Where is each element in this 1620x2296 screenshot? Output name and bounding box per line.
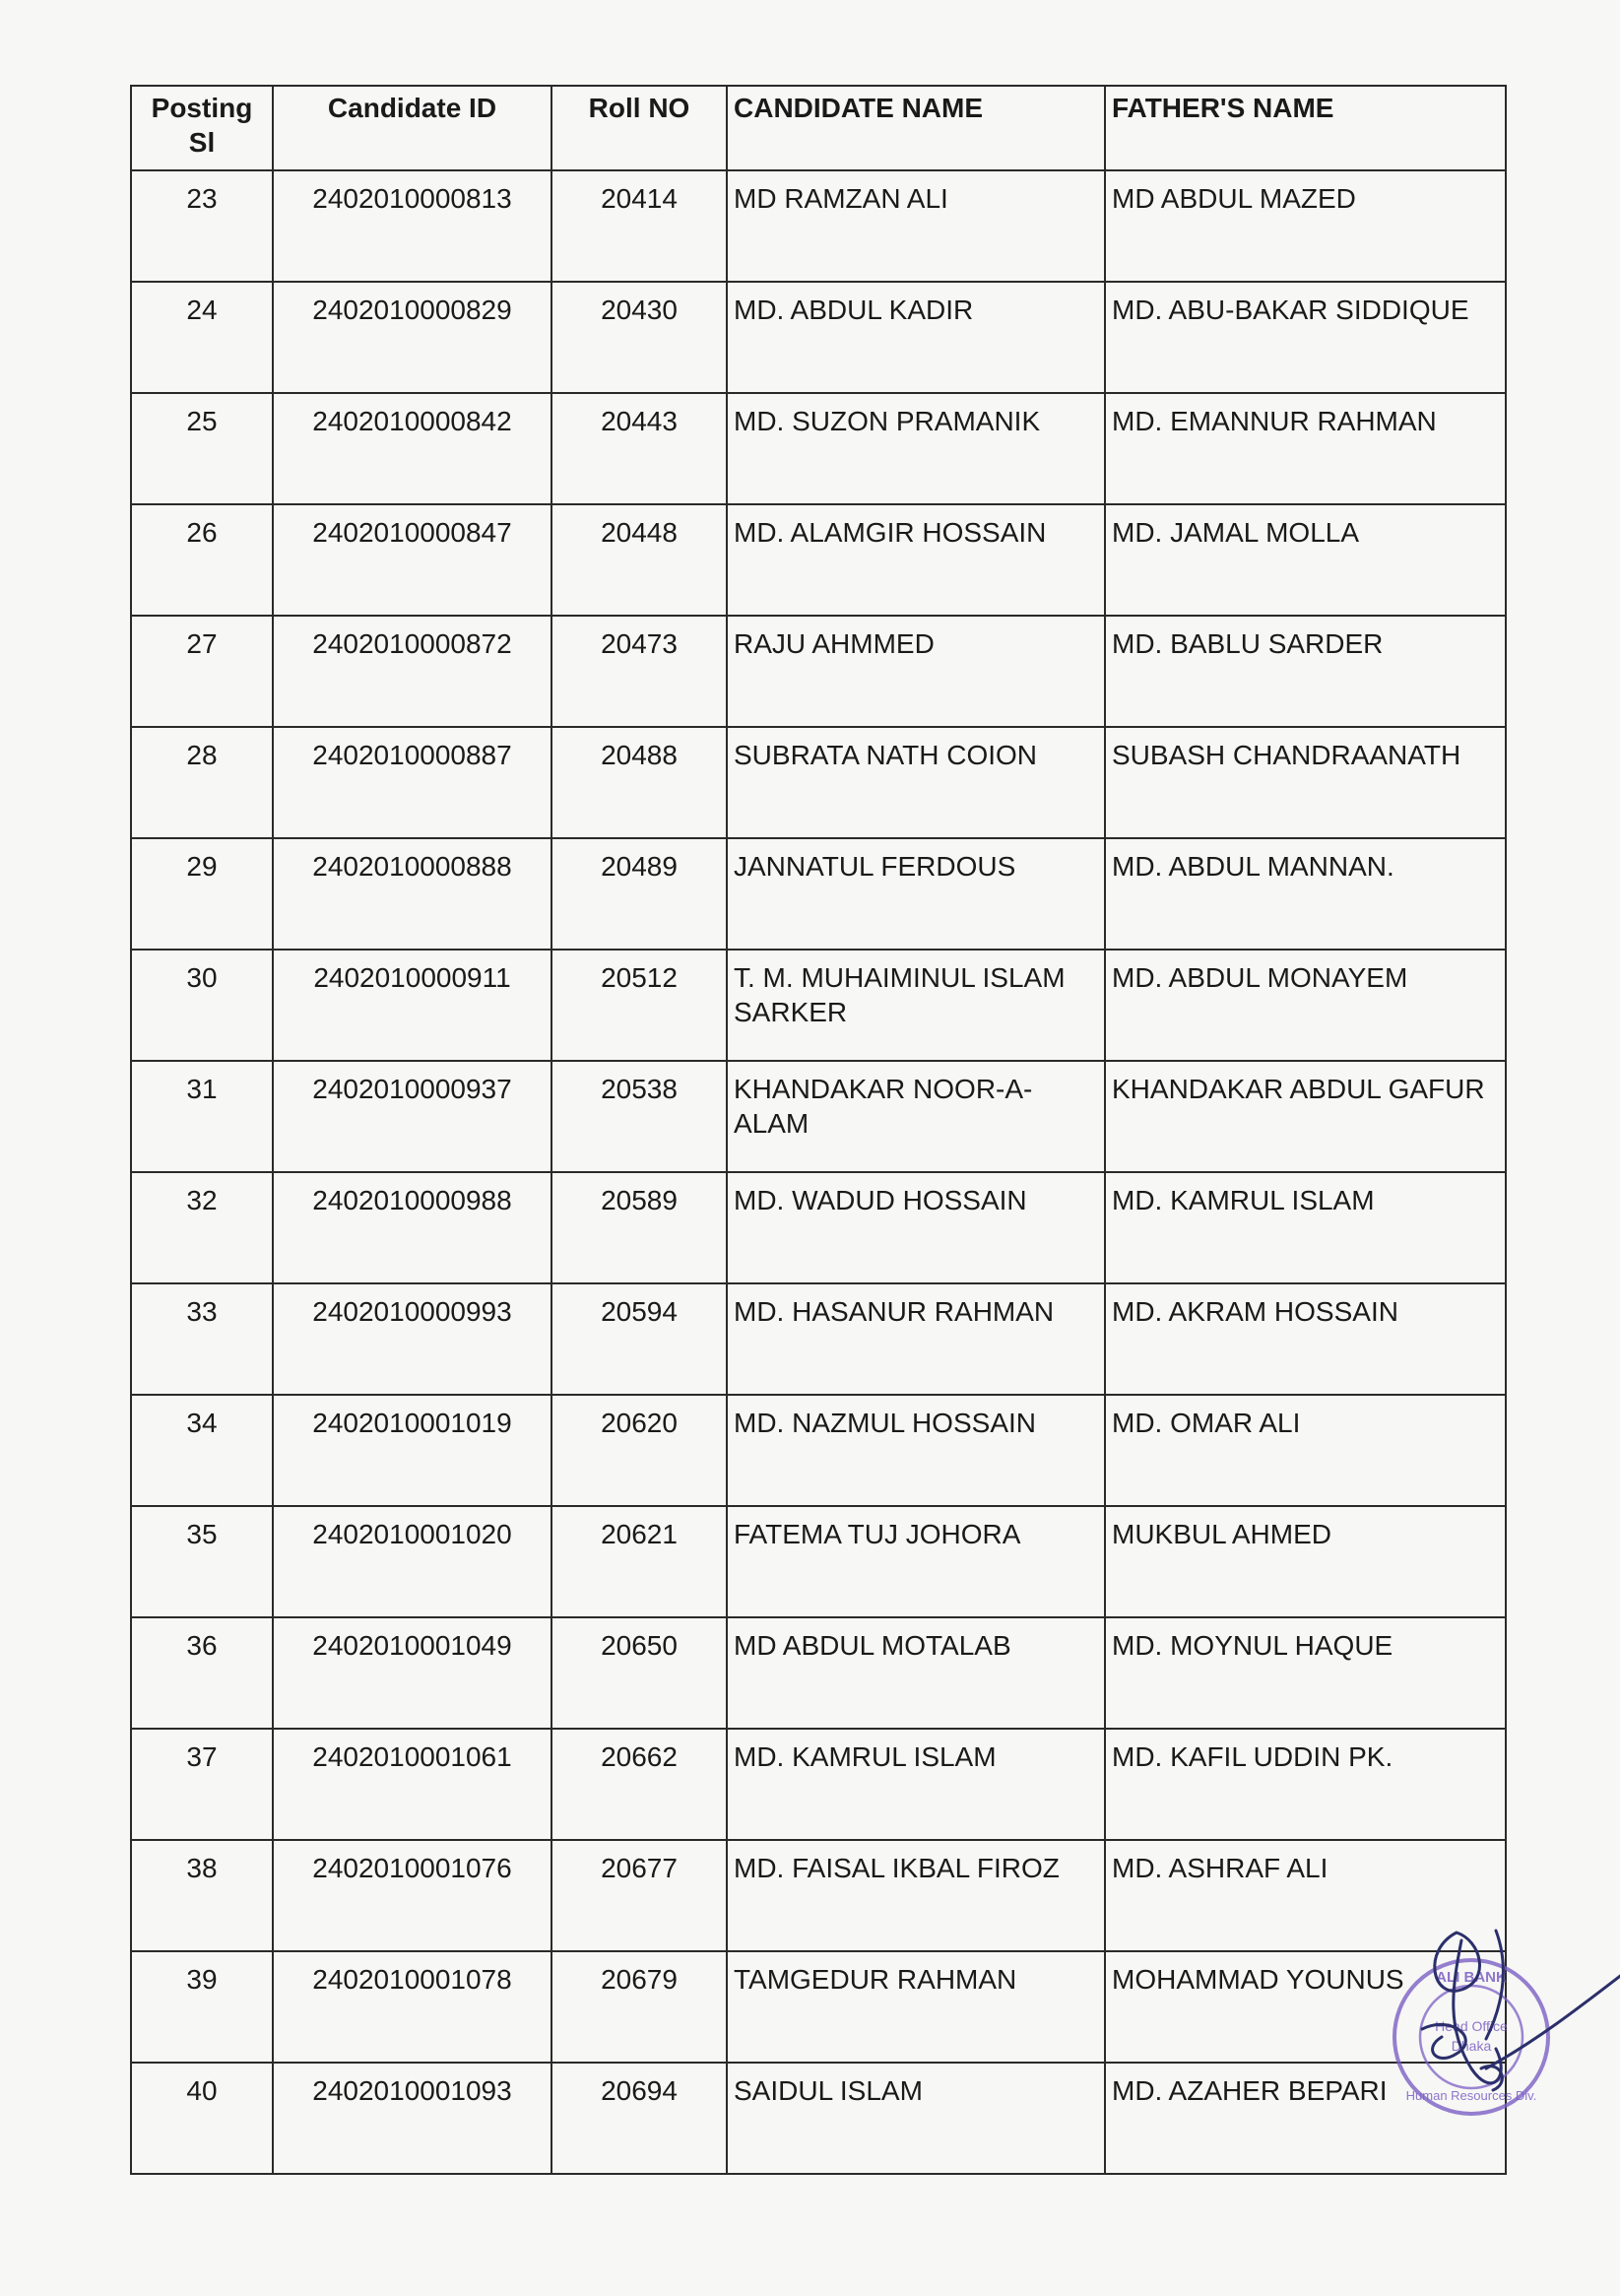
cell-posting-sl: 28	[131, 727, 273, 838]
cell-posting-sl: 34	[131, 1395, 273, 1506]
cell-posting-sl: 37	[131, 1729, 273, 1840]
cell-roll-no: 20414	[551, 170, 727, 282]
table-row	[131, 838, 1506, 950]
table-row	[131, 616, 1506, 727]
cell-father-name: MD. OMAR ALI	[1105, 1395, 1506, 1506]
cell-candidate-id: 2402010001076	[273, 1840, 551, 1951]
table-row	[131, 1172, 1506, 1283]
cell-candidate-id: 2402010000847	[273, 504, 551, 616]
cell-candidate-id: 2402010000911	[273, 950, 551, 1061]
cell-roll-no: 20488	[551, 727, 727, 838]
cell-father-name: MD. AKRAM HOSSAIN	[1105, 1283, 1506, 1395]
table-row	[131, 1840, 1506, 1951]
table-row	[131, 1951, 1506, 2063]
cell-roll-no: 20662	[551, 1729, 727, 1840]
cell-candidate-id: 2402010000937	[273, 1061, 551, 1172]
cell-father-name: SUBASH CHANDRAANATH	[1105, 727, 1506, 838]
table-row	[131, 1506, 1506, 1617]
header-candidate-id: Candidate ID	[273, 86, 551, 170]
cell-posting-sl: 26	[131, 504, 273, 616]
hr-seal-signature	[1363, 1921, 1620, 2123]
cell-roll-no: 20443	[551, 393, 727, 504]
svg-text:ALI BANK: ALI BANK	[1436, 1969, 1507, 1986]
table-header-row	[131, 86, 1506, 170]
cell-roll-no: 20694	[551, 2063, 727, 2174]
cell-posting-sl: 25	[131, 393, 273, 504]
table-row	[131, 393, 1506, 504]
cell-father-name: MD. KAFIL UDDIN PK.	[1105, 1729, 1506, 1840]
cell-candidate-name: MD. WADUD HOSSAIN	[727, 1172, 1105, 1283]
cell-candidate-name: MD. NAZMUL HOSSAIN	[727, 1395, 1105, 1506]
cell-posting-sl: 39	[131, 1951, 273, 2063]
cell-candidate-id: 2402010000813	[273, 170, 551, 282]
cell-father-name: MD. ABU-BAKAR SIDDIQUE	[1105, 282, 1506, 393]
cell-father-name: MD. ABDUL MANNAN.	[1105, 838, 1506, 950]
cell-father-name: MOHAMMAD YOUNUS	[1105, 1951, 1506, 2063]
cell-posting-sl: 33	[131, 1283, 273, 1395]
cell-candidate-name: RAJU AHMMED	[727, 616, 1105, 727]
cell-candidate-name: FATEMA TUJ JOHORA	[727, 1506, 1105, 1617]
cell-candidate-name: MD. FAISAL IKBAL FIROZ	[727, 1840, 1105, 1951]
cell-father-name: MD ABDUL MAZED	[1105, 170, 1506, 282]
cell-candidate-name: T. M. MUHAIMINUL ISLAM SARKER	[727, 950, 1105, 1061]
cell-candidate-name: KHANDAKAR NOOR-A-ALAM	[727, 1061, 1105, 1172]
cell-candidate-name: MD RAMZAN ALI	[727, 170, 1105, 282]
cell-candidate-id: 2402010001061	[273, 1729, 551, 1840]
cell-father-name: MD. BABLU SARDER	[1105, 616, 1506, 727]
cell-roll-no: 20448	[551, 504, 727, 616]
cell-roll-no: 20677	[551, 1840, 727, 1951]
cell-posting-sl: 36	[131, 1617, 273, 1729]
cell-candidate-id: 2402010000887	[273, 727, 551, 838]
cell-candidate-name: JANNATUL FERDOUS	[727, 838, 1105, 950]
cell-posting-sl: 38	[131, 1840, 273, 1951]
cell-father-name: MUKBUL AHMED	[1105, 1506, 1506, 1617]
cell-candidate-id: 2402010000993	[273, 1283, 551, 1395]
table-row	[131, 282, 1506, 393]
table-row	[131, 1283, 1506, 1395]
header-posting-sl: Posting Sl	[131, 86, 273, 170]
cell-posting-sl: 27	[131, 616, 273, 727]
cell-candidate-id: 2402010001020	[273, 1506, 551, 1617]
cell-father-name: MD. ASHRAF ALI	[1105, 1840, 1506, 1951]
cell-posting-sl: 24	[131, 282, 273, 393]
cell-candidate-name: MD ABDUL MOTALAB	[727, 1617, 1105, 1729]
table-body	[131, 170, 1506, 2174]
cell-posting-sl: 32	[131, 1172, 273, 1283]
cell-roll-no: 20489	[551, 838, 727, 950]
table-row	[131, 170, 1506, 282]
cell-posting-sl: 35	[131, 1506, 273, 1617]
cell-roll-no: 20620	[551, 1395, 727, 1506]
svg-text:Human Resources Div.: Human Resources Div.	[1405, 2088, 1537, 2103]
header-candidate-name: CANDIDATE NAME	[727, 86, 1105, 170]
cell-father-name: MD. ABDUL MONAYEM	[1105, 950, 1506, 1061]
table-row	[131, 2063, 1506, 2174]
cell-roll-no: 20621	[551, 1506, 727, 1617]
cell-father-name: MD. AZAHER BEPARI	[1105, 2063, 1506, 2174]
table-row	[131, 1729, 1506, 1840]
cell-candidate-id: 2402010000872	[273, 616, 551, 727]
table-row	[131, 504, 1506, 616]
table-row	[131, 1395, 1506, 1506]
cell-posting-sl: 29	[131, 838, 273, 950]
cell-father-name: MD. EMANNUR RAHMAN	[1105, 393, 1506, 504]
cell-candidate-name: SAIDUL ISLAM	[727, 2063, 1105, 2174]
signature-scribble	[1422, 1931, 1620, 2090]
cell-father-name: MD. JAMAL MOLLA	[1105, 504, 1506, 616]
cell-posting-sl: 40	[131, 2063, 273, 2174]
table-row	[131, 950, 1506, 1061]
cell-roll-no: 20473	[551, 616, 727, 727]
cell-posting-sl: 31	[131, 1061, 273, 1172]
cell-roll-no: 20430	[551, 282, 727, 393]
header-father-name: FATHER'S NAME	[1105, 86, 1506, 170]
candidate-table	[130, 85, 1507, 2175]
cell-candidate-name: TAMGEDUR RAHMAN	[727, 1951, 1105, 2063]
cell-father-name: MD. MOYNUL HAQUE	[1105, 1617, 1506, 1729]
cell-candidate-id: 2402010001049	[273, 1617, 551, 1729]
cell-roll-no: 20538	[551, 1061, 727, 1172]
cell-candidate-id: 2402010000829	[273, 282, 551, 393]
cell-candidate-id: 2402010001019	[273, 1395, 551, 1506]
cell-roll-no: 20594	[551, 1283, 727, 1395]
cell-candidate-name: MD. KAMRUL ISLAM	[727, 1729, 1105, 1840]
table-row	[131, 727, 1506, 838]
cell-candidate-id: 2402010000988	[273, 1172, 551, 1283]
cell-roll-no: 20589	[551, 1172, 727, 1283]
cell-candidate-id: 2402010000842	[273, 393, 551, 504]
cell-candidate-name: MD. ABDUL KADIR	[727, 282, 1105, 393]
cell-candidate-name: MD. HASANUR RAHMAN	[727, 1283, 1105, 1395]
table-row	[131, 1061, 1506, 1172]
cell-candidate-id: 2402010000888	[273, 838, 551, 950]
cell-roll-no: 20679	[551, 1951, 727, 2063]
header-roll-no: Roll NO	[551, 86, 727, 170]
cell-candidate-id: 2402010001078	[273, 1951, 551, 2063]
svg-text:Dhaka: Dhaka	[1451, 2038, 1492, 2054]
cell-father-name: MD. KAMRUL ISLAM	[1105, 1172, 1506, 1283]
cell-father-name: KHANDAKAR ABDUL GAFUR	[1105, 1061, 1506, 1172]
cell-candidate-id: 2402010001093	[273, 2063, 551, 2174]
cell-posting-sl: 23	[131, 170, 273, 282]
cell-candidate-name: MD. SUZON PRAMANIK	[727, 393, 1105, 504]
cell-roll-no: 20512	[551, 950, 727, 1061]
cell-candidate-name: MD. ALAMGIR HOSSAIN	[727, 504, 1105, 616]
table-row	[131, 1617, 1506, 1729]
cell-roll-no: 20650	[551, 1617, 727, 1729]
cell-candidate-name: SUBRATA NATH COION	[727, 727, 1105, 838]
cell-posting-sl: 30	[131, 950, 273, 1061]
svg-text:Head Office: Head Office	[1435, 2018, 1508, 2034]
